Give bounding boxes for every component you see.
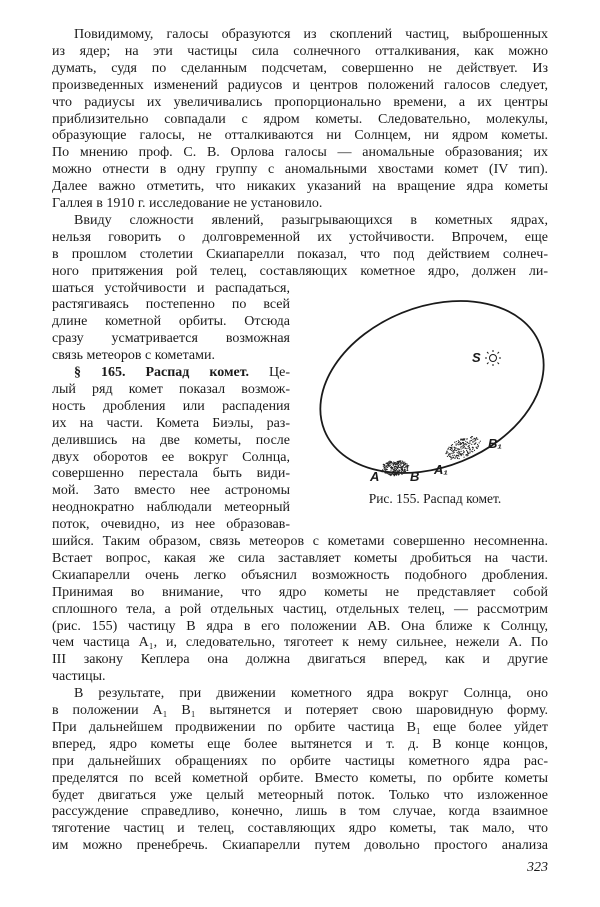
stipple-dot xyxy=(446,452,447,453)
text-line: Скиапарелли очень легко объяснил возможность подобного дробления. xyxy=(52,567,548,583)
stipple-dot xyxy=(465,448,466,449)
stipple-dot xyxy=(466,444,467,445)
stipple-dot xyxy=(398,472,399,473)
stipple-dot xyxy=(459,451,460,452)
orbit-ellipse xyxy=(300,290,560,486)
stipple-dot xyxy=(399,464,400,465)
stipple-dot xyxy=(386,465,387,466)
stipple-dot xyxy=(395,470,396,471)
stipple-dot xyxy=(396,474,397,475)
stipple-dot xyxy=(471,440,472,441)
stipple-dot xyxy=(476,438,477,439)
text-line: III закону Кеплера она должна двигаться вперед, как и другие xyxy=(52,652,548,668)
text-line: думать, судя по сделанным подсчетам, совершенно не действует. Из xyxy=(52,60,548,76)
label-b: B xyxy=(410,469,420,484)
text-line-content: Це- xyxy=(269,365,291,380)
stipple-dot xyxy=(402,466,403,467)
stipple-dot xyxy=(403,471,404,472)
stipple-dot xyxy=(394,462,395,463)
stipple-dot xyxy=(385,465,386,466)
stipple-dot xyxy=(396,464,397,465)
stipple-dot xyxy=(470,440,471,441)
stipple-dot xyxy=(407,468,408,469)
stipple-dot xyxy=(388,461,389,462)
stipple-dot xyxy=(467,454,468,455)
stipple-dot xyxy=(464,451,465,452)
text-line: мой. Зато вместо нее астрономы xyxy=(52,483,290,499)
stipple-dot xyxy=(395,464,396,465)
stipple-dot xyxy=(395,472,396,473)
stipple-dot xyxy=(457,443,458,444)
stipple-dot xyxy=(397,468,398,469)
stipple-dot xyxy=(394,467,395,468)
text-line: При дальнейшем продвижении по орбите частица B₁ еще более уйдет xyxy=(52,719,548,735)
stipple-dot xyxy=(387,469,388,470)
stipple-dot xyxy=(466,455,467,456)
stipple-dot xyxy=(454,452,455,453)
stipple-dot xyxy=(384,471,385,472)
text-line: неоднократно наблюдали метеорный xyxy=(52,500,290,516)
stipple-dot xyxy=(463,445,464,446)
stipple-dot xyxy=(393,474,394,475)
stipple-dot xyxy=(397,470,398,471)
stipple-dot xyxy=(469,449,470,450)
stipple-dot xyxy=(452,444,453,445)
stipple-dot xyxy=(455,448,456,449)
stipple-dot xyxy=(407,466,408,467)
stipple-dot xyxy=(459,443,460,444)
stipple-dot xyxy=(465,443,466,444)
stipple-dot xyxy=(389,474,390,475)
stipple-dot xyxy=(390,465,391,466)
stipple-dot xyxy=(450,447,451,448)
stipple-dot xyxy=(457,452,458,453)
stipple-dot xyxy=(451,450,452,451)
text-line: при дальнейших обращениях по орбите частицы кометного ядра рас- xyxy=(52,753,548,769)
text-line: шийся. Таким образом, связь метеоров с кометами совершенно несомненна. xyxy=(52,534,548,549)
text-line: рассуждение справедливо, конечно, лишь в том случае, когда взаимное xyxy=(52,804,548,820)
stipple-dot xyxy=(393,462,394,463)
text-line: делившись на две кометы, после xyxy=(52,432,290,448)
stipple-dot xyxy=(384,465,385,466)
text-line: их на части. Комета Биэлы, раз- xyxy=(52,415,290,431)
stipple-dot xyxy=(461,443,462,444)
stipple-dot xyxy=(460,446,461,447)
stipple-dot xyxy=(451,458,452,459)
text-line: Галлея в 1910 г. исследование не установило. xyxy=(52,196,323,211)
stipple-dot xyxy=(405,469,406,470)
stipple-dot xyxy=(404,467,405,468)
text-line: связь метеоров с кометами. xyxy=(52,348,215,364)
stipple-dot xyxy=(472,449,473,450)
stipple-dot xyxy=(476,437,477,438)
stipple-dot xyxy=(453,450,454,451)
stipple-dot xyxy=(407,470,408,471)
stipple-dot xyxy=(461,451,462,452)
stipple-dot xyxy=(453,457,454,458)
stipple-dot xyxy=(399,470,400,471)
stipple-dot xyxy=(458,454,459,455)
stipple-dot xyxy=(396,469,397,470)
stipple-dot xyxy=(393,469,394,470)
stipple-dot xyxy=(385,472,386,473)
stipple-dot xyxy=(456,450,457,451)
stipple-dot xyxy=(386,463,387,464)
stipple-dot xyxy=(407,465,408,466)
figure-comet-breakup xyxy=(300,290,560,486)
stipple-dot xyxy=(477,446,478,447)
text-line: им можно пренебречь. Скиапарелли путем довольно простого анализа xyxy=(52,838,548,854)
comet-nucleus-ab xyxy=(382,460,410,476)
stipple-dot xyxy=(394,475,395,476)
stipple-dot xyxy=(451,447,452,448)
stipple-dot xyxy=(404,470,405,471)
text-line: Повидимому, галосы образуются из скоплений частиц, выброшенных xyxy=(74,27,548,42)
stipple-dot xyxy=(398,465,399,466)
text-line: сразу усматривается возможная xyxy=(52,331,290,347)
stipple-dot xyxy=(461,446,462,447)
stipple-dot xyxy=(397,473,398,474)
stipple-dot xyxy=(394,463,395,464)
text-line: двух оборотов ее вокруг Солнца, xyxy=(52,449,290,465)
stipple-dot xyxy=(391,463,392,464)
stipple-dot xyxy=(450,456,451,457)
text-line: в положении A₁ B₁ вытянется и потеряет свою шаровидную форму. xyxy=(52,703,548,718)
stipple-dot xyxy=(451,453,452,454)
stipple-dot xyxy=(406,463,407,464)
text-line: (рис. 155) частицу B ядра в его положении AB. Она ближе к Солнцу, xyxy=(52,618,548,634)
stipple-dot xyxy=(463,442,464,443)
stipple-dot xyxy=(457,448,458,449)
text-line: из ядер; на эти частицы сила солнечного отталкивания, как можно xyxy=(52,43,548,59)
stipple-dot xyxy=(398,469,399,470)
text-line: растягиваясь постепенно по всей xyxy=(52,297,290,313)
label-sun: S xyxy=(472,350,481,365)
stipple-dot xyxy=(451,445,452,446)
stipple-dot xyxy=(388,465,389,466)
stipple-dot xyxy=(401,462,402,463)
stipple-dot xyxy=(467,442,468,443)
stipple-dot xyxy=(459,449,460,450)
text-line: По мнению проф. С. В. Орлова галосы — аномальные образования; их xyxy=(52,145,548,161)
stipple-dot xyxy=(393,471,394,472)
section-heading: § 165. Распад комет. xyxy=(74,365,250,380)
stipple-dot xyxy=(464,444,465,445)
stipple-dot xyxy=(395,462,396,463)
stipple-dot xyxy=(449,454,450,455)
text-line: вперед, ядро кометы еще более вытянется и т. д. В конце концов, xyxy=(52,736,548,752)
stipple-dot xyxy=(458,451,459,452)
stipple-dot xyxy=(401,473,402,474)
text-line: Ввиду сложности явлений, разыгрывающихся в кометных ядрах, xyxy=(74,212,548,228)
stipple-dot xyxy=(391,467,392,468)
stipple-dot xyxy=(447,452,448,453)
stipple-dot xyxy=(472,439,473,440)
stipple-dot xyxy=(402,463,403,464)
sun-icon xyxy=(485,350,501,366)
stipple-dot xyxy=(475,442,476,443)
stipple-dot xyxy=(382,471,383,472)
stipple-dot xyxy=(448,447,449,448)
stipple-dot xyxy=(452,455,453,456)
stipple-dot xyxy=(390,470,391,471)
stipple-dot xyxy=(390,475,391,476)
stipple-dot xyxy=(393,463,394,464)
stipple-dot xyxy=(397,462,398,463)
stipple-dot xyxy=(454,442,455,443)
stipple-dot xyxy=(479,442,480,443)
stipple-dot xyxy=(405,466,406,467)
stipple-dot xyxy=(449,456,450,457)
text-line: тяготение частиц и телец, составляющих ядро кометы, так мало, что xyxy=(52,821,548,837)
stipple-dot xyxy=(403,465,404,466)
stipple-dot xyxy=(396,472,397,473)
stipple-dot xyxy=(477,439,478,440)
stipple-dot xyxy=(476,448,477,449)
stipple-dot xyxy=(462,442,463,443)
label-b1: B₁ xyxy=(488,436,502,451)
text-line: совершенно перестала быть види- xyxy=(52,466,290,482)
stipple-dot xyxy=(471,437,472,438)
stipple-dot xyxy=(458,442,459,443)
stipple-dot xyxy=(464,446,465,447)
text-line: можно отнести в одну группу с аномальными хвостами комет (IV тип). xyxy=(52,162,548,178)
stipple-dot xyxy=(399,461,400,462)
stipple-dot xyxy=(392,473,393,474)
text-line: сплошного тела, а рой отдельных частиц, отдельных телец, — рассмотрим xyxy=(52,601,548,617)
stipple-dot xyxy=(450,459,451,460)
stipple-dot xyxy=(463,450,464,451)
stipple-dot xyxy=(450,449,451,450)
stipple-dot xyxy=(459,452,460,453)
stipple-dot xyxy=(475,440,476,441)
stipple-dot xyxy=(402,461,403,462)
stipple-dot xyxy=(469,443,470,444)
stipple-dot xyxy=(391,461,392,462)
stipple-dot xyxy=(466,454,467,455)
stipple-dot xyxy=(458,440,459,441)
text-line: пределятся по всей кометной орбите. Вместо кометы, по орбите кометы xyxy=(52,770,548,786)
stipple-dot xyxy=(467,452,468,453)
comet-orbit-diagram xyxy=(300,290,560,486)
stipple-dot xyxy=(452,448,453,449)
stipple-dot xyxy=(446,451,447,452)
stipple-dot xyxy=(466,439,467,440)
stipple-dot xyxy=(450,457,451,458)
stipple-dot xyxy=(468,443,469,444)
stipple-dot xyxy=(465,441,466,442)
stipple-dot xyxy=(404,464,405,465)
stipple-dot xyxy=(384,467,385,468)
stipple-dot xyxy=(463,454,464,455)
stipple-dot xyxy=(384,469,385,470)
text-line: шаться устойчивости и распадаться, xyxy=(52,280,290,296)
stipple-dot xyxy=(394,468,395,469)
stipple-dot xyxy=(456,443,457,444)
label-a1: A₁ xyxy=(434,462,448,477)
stipple-dot xyxy=(400,465,401,466)
stipple-dot xyxy=(472,447,473,448)
stipple-dot xyxy=(393,464,394,465)
text-line: Встает вопрос, какая же сила заставляет кометы дробиться на части. xyxy=(52,550,548,566)
stipple-dot xyxy=(455,457,456,458)
stipple-dot xyxy=(459,458,460,459)
stipple-dot xyxy=(459,453,460,454)
stipple-dot xyxy=(455,456,456,457)
text-line: поток, очевидно, из нее образовав- xyxy=(52,517,290,533)
stipple-dot xyxy=(452,450,453,451)
stipple-dot xyxy=(469,441,470,442)
stipple-dot xyxy=(461,454,462,455)
figure-caption: Рис. 155. Распад комет. xyxy=(368,491,502,506)
stipple-dot xyxy=(464,438,465,439)
stipple-dot xyxy=(383,464,384,465)
stipple-dot xyxy=(404,462,405,463)
page-number: 323 xyxy=(527,860,548,875)
stipple-dot xyxy=(458,444,459,445)
stipple-dot xyxy=(389,462,390,463)
stipple-dot xyxy=(394,474,395,475)
stipple-dot xyxy=(462,453,463,454)
comet-nucleus-a1b1 xyxy=(445,436,481,460)
text-line: частицы. xyxy=(52,669,106,685)
stipple-dot xyxy=(474,450,475,451)
text-line: В результате, при движении кометного ядра вокруг Солнца, оно xyxy=(74,686,548,702)
stipple-dot xyxy=(387,467,388,468)
stipple-dot xyxy=(472,442,473,443)
stipple-dot xyxy=(385,469,386,470)
stipple-dot xyxy=(455,450,456,451)
stipple-dot xyxy=(454,448,455,449)
stipple-dot xyxy=(406,467,407,468)
stipple-dot xyxy=(469,450,470,451)
text-line: что радиусы их увеличивались пропорционально времени, а их центры xyxy=(52,94,548,110)
stipple-dot xyxy=(454,447,455,448)
stipple-dot xyxy=(388,464,389,465)
stipple-dot xyxy=(474,438,475,439)
stipple-dot xyxy=(471,444,472,445)
stipple-dot xyxy=(474,440,475,441)
stipple-dot xyxy=(447,449,448,450)
text-line: длине кометной орбиты. Отсюда xyxy=(52,314,290,330)
stipple-dot xyxy=(397,467,398,468)
text-line: ность дробления или распадения xyxy=(52,398,290,414)
stipple-dot xyxy=(463,440,464,441)
text-line: будет двигаться уже целый метеорный поток. Только что изложенное xyxy=(52,787,548,803)
stipple-dot xyxy=(472,451,473,452)
text-line: лый ряд комет показал возмож- xyxy=(52,381,290,397)
stipple-dot xyxy=(456,441,457,442)
text-line: нельзя говорить о долговременной их устойчивости. Впрочем, еще xyxy=(52,229,548,245)
stipple-dot xyxy=(396,463,397,464)
stipple-dot xyxy=(463,444,464,445)
stipple-dot xyxy=(469,447,470,448)
stipple-dot xyxy=(400,463,401,464)
stipple-dot xyxy=(463,457,464,458)
stipple-dot xyxy=(477,444,478,445)
text-line: образующие галосы, не отталкиваются ни Солнцем, ни ядром кометы. xyxy=(52,128,548,144)
stipple-dot xyxy=(403,473,404,474)
stipple-dot xyxy=(474,444,475,445)
stipple-dot xyxy=(471,451,472,452)
stipple-dot xyxy=(400,460,401,461)
text-line: в прошлом столетии Скиапарелли показал, что под действием солнеч- xyxy=(52,246,548,262)
stipple-dot xyxy=(448,455,449,456)
stipple-dot xyxy=(392,468,393,469)
text-line: произведенных изменений радиусов и центров положений галосов следует, xyxy=(52,77,548,93)
stipple-dot xyxy=(456,455,457,456)
text-line: Далее важно отметить, что никаких указаний на вращение ядра кометы xyxy=(52,179,548,195)
stipple-dot xyxy=(399,467,400,468)
label-a: A xyxy=(370,469,380,484)
stipple-dot xyxy=(397,463,398,464)
stipple-dot xyxy=(387,472,388,473)
stipple-dot xyxy=(456,445,457,446)
stipple-dot xyxy=(466,448,467,449)
stipple-dot xyxy=(460,439,461,440)
stipple-dot xyxy=(382,470,383,471)
stipple-dot xyxy=(401,469,402,470)
text-line: Принимая во внимание, что ядро кометы не представляет собой xyxy=(52,584,548,600)
text-line: ного притяжения рой телец, составляющих кометное ядро, должен ли- xyxy=(52,263,548,279)
stipple-dot xyxy=(469,452,470,453)
stipple-dot xyxy=(460,448,461,449)
stipple-dot xyxy=(387,462,388,463)
text-line xyxy=(52,365,290,381)
text-line: приблизительно совпадали с ядром кометы. Следовательно, молекулы, xyxy=(52,111,548,127)
stipple-dot xyxy=(457,457,458,458)
stipple-dot xyxy=(468,445,469,446)
stipple-dot xyxy=(401,470,402,471)
stipple-dot xyxy=(480,441,481,442)
stipple-dot xyxy=(472,436,473,437)
stipple-dot xyxy=(447,456,448,457)
stipple-dot xyxy=(402,468,403,469)
stipple-dot xyxy=(454,455,455,456)
stipple-dot xyxy=(390,461,391,462)
text-line: чем частица A₁, и, следовательно, тяготеет к нему сильнее, нежели A. По xyxy=(52,635,548,651)
